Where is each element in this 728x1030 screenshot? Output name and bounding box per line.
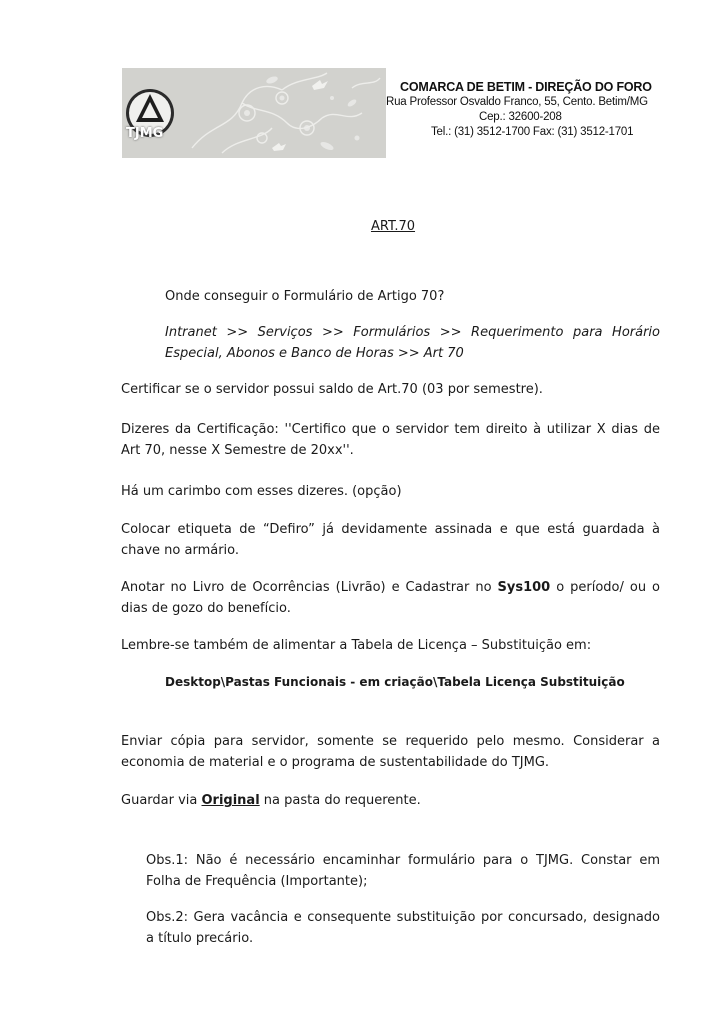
header-line-1: COMARCA DE BETIM - DIREÇÃO DO FORO: [400, 80, 652, 94]
paragraph-enviar: Enviar cópia para servidor, somente se requerido pelo mesmo. Considerar a economia de material e o programa de sustentabilidade do TJMG.: [121, 734, 660, 770]
paragraph-carimbo: Há um carimbo com esses dizeres. (opção): [121, 484, 402, 499]
observation-2: Obs.2: Gera vacância e consequente substituição por concursado, designado a título precário.: [146, 910, 660, 946]
header-line-2: Rua Professor Osvaldo Franco, 55, Cento. Betim/MG: [386, 96, 648, 108]
header-banner: [122, 68, 386, 158]
paragraph-lembre: Lembre-se também de alimentar a Tabela de Licença – Substituição em:: [121, 638, 592, 653]
floral-ornament: [122, 68, 386, 158]
guardar-text-1: Guardar via: [121, 793, 202, 808]
guardar-text-2: na pasta do requerente.: [259, 793, 421, 808]
paragraph-guardar: [121, 790, 660, 811]
navigation-path: Intranet >> Serviços >> Formulários >> Requerimento para Horário Especial, Abonos e Banco de Horas >> Art 70: [165, 325, 660, 361]
folder-path: Desktop\Pastas Funcionais - em criação\Tabela Licença Substituição: [165, 675, 625, 689]
anotar-text-2: o período/ ou o dias de gozo do benefício.: [121, 580, 661, 616]
paragraph-anotar: [121, 577, 660, 619]
document-title: ART.70: [370, 219, 416, 234]
header-address-block: [386, 80, 652, 140]
header-line-3: Cep.: 32600-208: [479, 111, 562, 123]
guardar-bold: Original: [201, 793, 260, 808]
observation-1: Obs.1: Não é necessário encaminhar formulário para o TJMG. Constar em Folha de Frequência (Importante);: [146, 853, 660, 889]
paragraph-dizeres: Dizeres da Certificação: ''Certifico que o servidor tem direito à utilizar X dias de Art 70, nesse X Semestre de 20xx''.: [121, 422, 660, 458]
paragraph-certificar: Certificar se o servidor possui saldo de Art.70 (03 por semestre).: [121, 382, 543, 397]
paragraph-etiqueta: Colocar etiqueta de “Defiro” já devidamente assinada e que está guardada à chave no armário.: [121, 522, 660, 558]
logo-text: TJMG: [126, 126, 164, 141]
header-line-4: Tel.: (31) 3512-1700 Fax: (31) 3512-1701: [431, 126, 634, 138]
question-paragraph: Onde conseguir o Formulário de Artigo 70?: [165, 289, 445, 304]
anotar-text-1: Anotar no Livro de Ocorrências (Livrão) e Cadastrar no: [121, 580, 498, 595]
anotar-bold: Sys100: [497, 580, 551, 595]
